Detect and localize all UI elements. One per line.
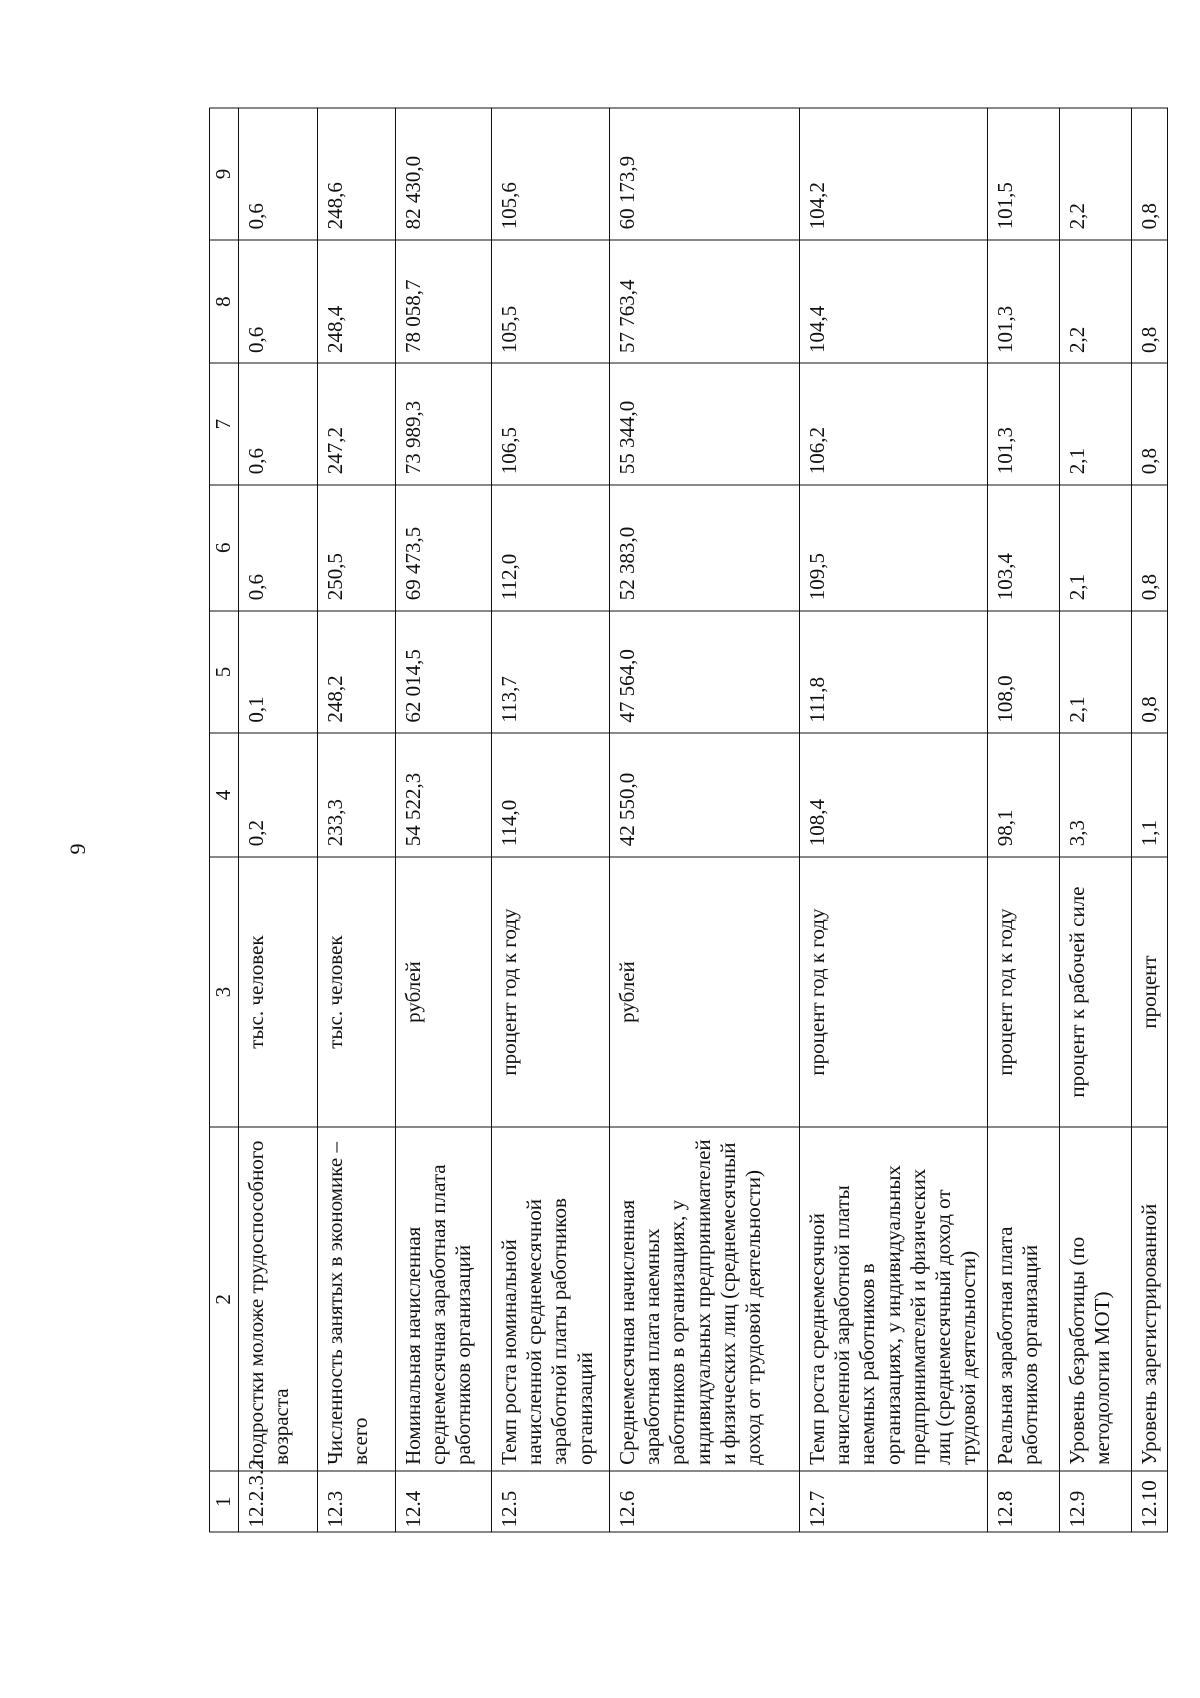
value-cell: 60 173,9: [610, 108, 800, 240]
indicator-name: Уровень зарегистрированной: [1132, 1127, 1168, 1471]
value-cell: 57 763,4: [610, 240, 800, 364]
indicator-name: Уровень безработицы (по методологии МОТ): [1060, 1127, 1132, 1471]
value-cell: 0,1: [239, 611, 318, 733]
unit-cell: рублей: [610, 857, 800, 1128]
value-cell: 248,4: [318, 240, 396, 364]
value-cell: 0,6: [239, 108, 318, 240]
value-cell: 108,4: [800, 733, 988, 857]
value-cell: 78 058,7: [396, 240, 492, 364]
row-number: 12.4: [396, 1471, 492, 1532]
table-row: [610, 108, 800, 1532]
value-cell: 248,6: [318, 108, 396, 240]
column-header: 2: [210, 1127, 239, 1471]
value-cell: 247,2: [318, 363, 396, 484]
value-cell: 98,1: [988, 733, 1060, 857]
column-header: 4: [210, 733, 239, 857]
unit-cell: рублей: [396, 857, 492, 1128]
value-cell: 0,8: [1132, 363, 1168, 484]
table-row: [1060, 108, 1132, 1532]
value-cell: 47 564,0: [610, 611, 800, 733]
indicators-table: [209, 108, 1168, 1533]
indicator-name: Реальная заработная плата работников организаций: [988, 1127, 1060, 1471]
value-cell: 104,2: [800, 108, 988, 240]
value-cell: 2,1: [1060, 485, 1132, 611]
value-cell: 0,8: [1132, 485, 1168, 611]
value-cell: 101,3: [988, 240, 1060, 364]
column-header: 1: [210, 1471, 239, 1532]
value-cell: 0,6: [239, 363, 318, 484]
row-number: 12.5: [492, 1471, 610, 1532]
indicator-name: Номинальная начисленная среднемесячная заработная плата работников организаций: [396, 1127, 492, 1471]
page-number: 9: [65, 843, 90, 855]
value-cell: 114,0: [492, 733, 610, 857]
value-cell: 109,5: [800, 485, 988, 611]
value-cell: 0,8: [1132, 240, 1168, 364]
indicator-name: Темп роста среднемесячной начисленной заработной платы наемных работников в организациях, у индивидуальных предпринимателей и физических лиц (среднемесячный доход от трудовой деятельности): [800, 1127, 988, 1471]
value-cell: 1,1: [1132, 733, 1168, 857]
row-number: 12.2.3.2: [239, 1471, 318, 1532]
table-row: [396, 108, 492, 1532]
value-cell: 2,1: [1060, 611, 1132, 733]
value-cell: 248,2: [318, 611, 396, 733]
row-number: 12.10: [1132, 1471, 1168, 1532]
value-cell: 0,2: [239, 733, 318, 857]
rotated-table-container: [209, 108, 1159, 1533]
value-cell: 108,0: [988, 611, 1060, 733]
value-cell: 103,4: [988, 485, 1060, 611]
table-row: [318, 108, 396, 1532]
value-cell: 55 344,0: [610, 363, 800, 484]
value-cell: 42 550,0: [610, 733, 800, 857]
value-cell: 106,2: [800, 363, 988, 484]
value-cell: 112,0: [492, 485, 610, 611]
value-cell: 54 522,3: [396, 733, 492, 857]
value-cell: 101,3: [988, 363, 1060, 484]
value-cell: 105,6: [492, 108, 610, 240]
indicator-name: подростки моложе трудоспособного возраста: [239, 1127, 318, 1471]
value-cell: 101,5: [988, 108, 1060, 240]
unit-cell: тыс. человек: [239, 857, 318, 1128]
table-row: [988, 108, 1060, 1532]
column-header: 7: [210, 363, 239, 484]
unit-cell: процент: [1132, 857, 1168, 1128]
row-number: 12.3: [318, 1471, 396, 1532]
column-header: 6: [210, 485, 239, 611]
table-row: [800, 108, 988, 1532]
table-row: [1132, 108, 1168, 1532]
row-number: 12.7: [800, 1471, 988, 1532]
table-row: [492, 108, 610, 1532]
table-header-row: [210, 108, 239, 1532]
unit-cell: процент год к году: [492, 857, 610, 1128]
value-cell: 69 473,5: [396, 485, 492, 611]
value-cell: 0,6: [239, 485, 318, 611]
indicator-name: Темп роста номинальной начисленной среднемесячной заработной платы работников организаций: [492, 1127, 610, 1471]
indicator-name: Среднемесячная начисленная заработная плата наемных работников в организациях, у индивидуальных предпринимателей и физических лиц (среднемесячный доход от трудовой деятельности): [610, 1127, 800, 1471]
value-cell: 62 014,5: [396, 611, 492, 733]
value-cell: 111,8: [800, 611, 988, 733]
value-cell: 73 989,3: [396, 363, 492, 484]
column-header: 3: [210, 857, 239, 1128]
value-cell: 0,8: [1132, 108, 1168, 240]
value-cell: 82 430,0: [396, 108, 492, 240]
value-cell: 2,2: [1060, 108, 1132, 240]
value-cell: 0,8: [1132, 611, 1168, 733]
unit-cell: процент год к году: [800, 857, 988, 1128]
row-number: 12.9: [1060, 1471, 1132, 1532]
unit-cell: процент год к году: [988, 857, 1060, 1128]
value-cell: 106,5: [492, 363, 610, 484]
row-number: 12.8: [988, 1471, 1060, 1532]
value-cell: 0,6: [239, 240, 318, 364]
column-header: 8: [210, 240, 239, 364]
column-header: 9: [210, 108, 239, 240]
value-cell: 104,4: [800, 240, 988, 364]
unit-cell: процент к рабочей силе: [1060, 857, 1132, 1128]
value-cell: 113,7: [492, 611, 610, 733]
table-row: [239, 108, 318, 1532]
value-cell: 2,1: [1060, 363, 1132, 484]
value-cell: 250,5: [318, 485, 396, 611]
indicator-name: Численность занятых в экономике – всего: [318, 1127, 396, 1471]
value-cell: 3,3: [1060, 733, 1132, 857]
value-cell: 52 383,0: [610, 485, 800, 611]
column-header: 5: [210, 611, 239, 733]
value-cell: 105,5: [492, 240, 610, 364]
row-number: 12.6: [610, 1471, 800, 1532]
value-cell: 233,3: [318, 733, 396, 857]
value-cell: 2,2: [1060, 240, 1132, 364]
unit-cell: тыс. человек: [318, 857, 396, 1128]
